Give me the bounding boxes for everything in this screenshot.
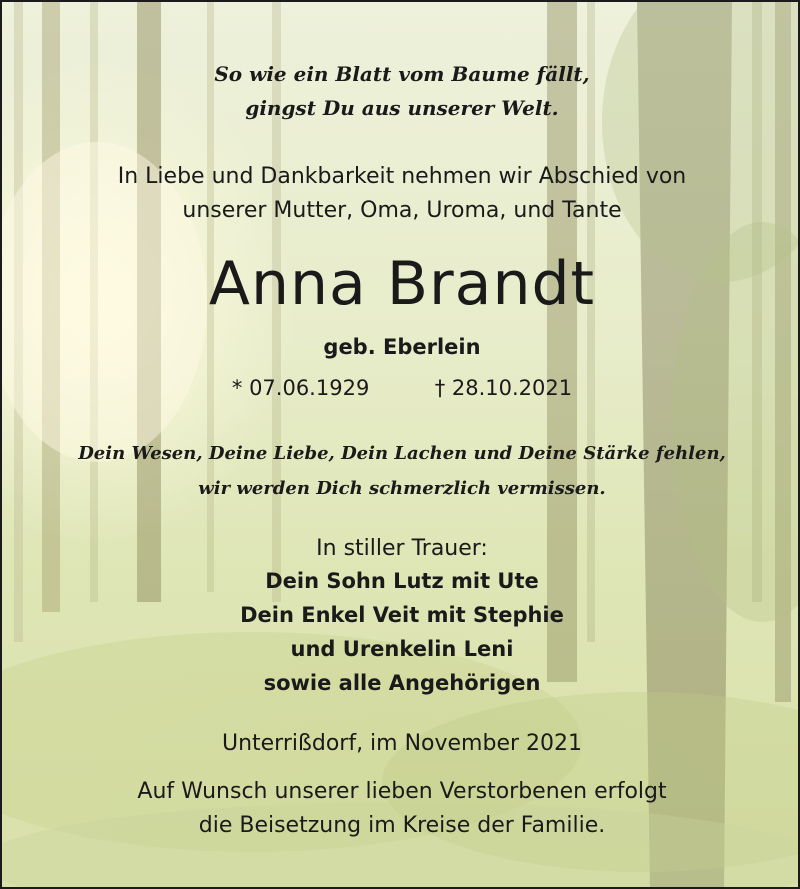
death-date: † 28.10.2021 [434,376,573,400]
deceased-name: Anna Brandt [208,249,596,319]
maiden-name: geb. Eberlein [323,335,481,359]
mourner-line: Dein Sohn Lutz mit Ute [265,569,539,593]
burial-note-line-2: die Beisetzung im Kreise der Familie. [198,813,606,838]
burial-note-line-1: Auf Wunsch unserer lieben Verstorbenen erfolgt [137,779,667,804]
tribute-line-2: wir werden Dich schmerzlich vermissen. [198,478,606,499]
intro-line-2: unserer Mutter, Oma, Uroma, und Tante [182,198,622,223]
tribute-line-1: Dein Wesen, Deine Liebe, Dein Lachen und Deine Stärke fehlen, [78,443,726,464]
mourner-line: und Urenkelin Leni [290,637,514,661]
intro-line-1: In Liebe und Dankbarkeit nehmen wir Abschied von [117,164,687,189]
mourners-heading: In stiller Trauer: [316,536,488,561]
mourner-line: Dein Enkel Veit mit Stephie [240,603,564,627]
birth-date: * 07.06.1929 [231,376,370,400]
place-date: Unterrißdorf, im November 2021 [221,731,583,756]
life-dates [2,376,800,400]
notice-content [2,2,800,889]
verse-line-1: So wie ein Blatt vom Baume fällt, [214,62,590,86]
mourner-line: sowie alle Angehörigen [263,671,541,695]
verse-line-2: gingst Du aus unserer Welt. [245,96,559,120]
